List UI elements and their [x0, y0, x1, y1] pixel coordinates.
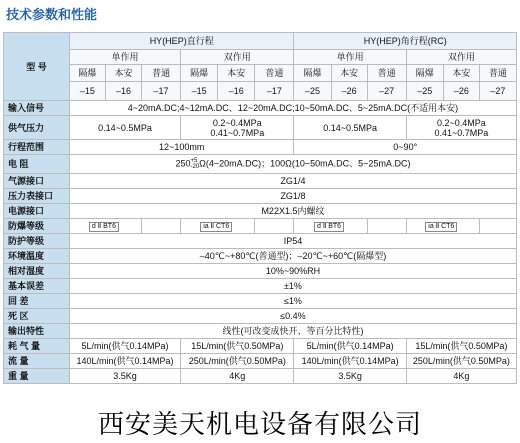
resistance-tolerance	[190, 158, 199, 170]
explosion-empty	[255, 219, 294, 234]
supply-double-straight-high: 0.41~0.7MPa	[210, 127, 265, 138]
explosion-empty	[142, 219, 181, 234]
type-cell: 本安	[105, 65, 141, 82]
supply-double-straight-low: 0.2~0.4MPa	[212, 117, 262, 128]
type-cell: 隔爆	[294, 65, 331, 82]
supply-double-angular	[406, 116, 516, 140]
explosion-ia-badge: ia Ⅱ CT6	[200, 222, 232, 232]
hysteresis-value: ≤1%	[69, 294, 516, 309]
explosion-ia-badge: ia Ⅱ CT6	[425, 222, 457, 232]
angular-travel-header: HY(HEP)角行程(RC)	[294, 33, 517, 50]
humidity-label: 相对湿度	[4, 264, 70, 279]
protection-label: 防护等级	[4, 234, 70, 249]
supply-pressure-label: 供气压力	[4, 116, 70, 140]
input-signal-label: 输入信号	[4, 101, 70, 116]
explosion-row	[4, 219, 517, 234]
output-label: 输出特性	[4, 324, 70, 339]
type-cell: 普通	[367, 65, 406, 82]
air-port-value: ZG1/4	[69, 174, 516, 189]
humidity-value: 10%~90%RH	[69, 264, 516, 279]
protection-row	[4, 234, 517, 249]
weight-value: 3.5Kg	[294, 369, 406, 384]
consumption-value: 15L/min(供气0.50MPa)	[406, 339, 516, 354]
type-cell: 普通	[255, 65, 294, 82]
type-cell: 隔爆	[406, 65, 443, 82]
weight-value: 4Kg	[181, 369, 294, 384]
basic-error-value: ±1%	[69, 279, 516, 294]
temperature-row	[4, 249, 517, 264]
header-row-codes	[4, 82, 517, 101]
type-cell: 隔爆	[69, 65, 105, 82]
consumption-value: 5L/min(供气0.14MPa)	[69, 339, 180, 354]
supply-single-straight: 0.14~0.5MPa	[69, 116, 180, 140]
type-cell: 普通	[142, 65, 181, 82]
single-acting-angular: 单作用	[294, 50, 406, 65]
gauge-port-row	[4, 189, 517, 204]
weight-value: 3.5Kg	[69, 369, 180, 384]
explosion-ia-angular	[406, 219, 479, 234]
supply-pressure-row	[4, 116, 517, 140]
flow-value: 140L/min(供气0.14MPa)	[294, 354, 406, 369]
resistance-tol-plus: +5	[190, 158, 198, 164]
explosion-d-badge: d Ⅱ BT6	[314, 222, 344, 232]
code-cell: –15	[69, 82, 105, 101]
consumption-value: 15L/min(供气0.50MPa)	[181, 339, 294, 354]
weight-row	[4, 369, 517, 384]
hysteresis-label: 回 差	[4, 294, 70, 309]
flow-value: 140L/min(供气0.14MPa)	[69, 354, 180, 369]
explosion-d-straight-single	[69, 219, 141, 234]
code-cell: –16	[105, 82, 141, 101]
resistance-row	[4, 155, 517, 174]
code-cell: –27	[367, 82, 406, 101]
code-cell: –26	[443, 82, 479, 101]
dead-zone-value: ≤0.4%	[69, 309, 516, 324]
type-cell: 隔爆	[181, 65, 218, 82]
code-cell: –15	[181, 82, 218, 101]
supply-double-straight	[181, 116, 294, 140]
humidity-row	[4, 264, 517, 279]
supply-single-angular: 0.14~0.5MPa	[294, 116, 406, 140]
power-port-value: M22X1.5内螺纹	[69, 204, 516, 219]
dead-zone-row	[4, 309, 517, 324]
consumption-row	[4, 339, 517, 354]
company-watermark: 西安美天机电设备有限公司	[97, 410, 422, 440]
resistance-label: 电 阻	[4, 155, 70, 174]
output-row	[4, 324, 517, 339]
model-label: 型 号	[4, 33, 70, 101]
flow-value: 250L/min(供气0.50MPa)	[406, 354, 516, 369]
explosion-d-angular	[294, 219, 367, 234]
section-title: 技术参数和性能	[6, 7, 98, 22]
stroke-label: 行程范围	[4, 140, 70, 155]
spec-table	[3, 32, 517, 384]
weight-label: 重 量	[4, 369, 70, 384]
basic-error-row	[4, 279, 517, 294]
stroke-row	[4, 140, 517, 155]
explosion-empty	[367, 219, 406, 234]
stroke-straight: 12~100mm	[69, 140, 294, 155]
gauge-port-label: 压力表接口	[4, 189, 70, 204]
resistance-prefix: 250	[175, 158, 191, 169]
flow-value: 250L/min(供气0.50MPa)	[181, 354, 294, 369]
hysteresis-row	[4, 294, 517, 309]
gauge-port-value: ZG1/8	[69, 189, 516, 204]
supply-double-angular-high: 0.41~0.7MPa	[434, 127, 489, 138]
double-acting-angular: 双作用	[406, 50, 516, 65]
stroke-angular: 0~90°	[294, 140, 517, 155]
header-row-types	[4, 65, 517, 82]
consumption-label: 耗 气 量	[4, 339, 70, 354]
single-acting-straight: 单作用	[69, 50, 180, 65]
header-row-2	[4, 50, 517, 65]
input-signal-value: 4~20mA.DC;4~12mA.DC、12~20mA.DC;10~50mA.DC、5~25mA.DC(不适用本安)	[69, 101, 516, 116]
resistance-text: Ω(4~20mA.DC)；100Ω(10~50mA.DC、5~25mA.DC)	[199, 158, 411, 169]
temperature-label: 环境温度	[4, 249, 70, 264]
code-cell: –17	[142, 82, 181, 101]
type-cell: 本安	[443, 65, 479, 82]
code-cell: –16	[218, 82, 255, 101]
consumption-value: 5L/min(供气0.14MPa)	[294, 339, 406, 354]
resistance-tol-minus: -20	[190, 164, 200, 170]
dead-zone-label: 死 区	[4, 309, 70, 324]
explosion-label: 防爆等级	[4, 219, 70, 234]
basic-error-label: 基本误差	[4, 279, 70, 294]
flow-row	[4, 354, 517, 369]
explosion-d-badge: d Ⅱ BT6	[89, 222, 119, 232]
air-port-label: 气源接口	[4, 174, 70, 189]
code-cell: –17	[255, 82, 294, 101]
type-cell: 本安	[218, 65, 255, 82]
straight-travel-header: HY(HEP)直行程	[69, 33, 294, 50]
resistance-value	[69, 155, 516, 174]
code-cell: –26	[331, 82, 367, 101]
code-cell: –25	[294, 82, 331, 101]
type-cell: 本安	[331, 65, 367, 82]
type-cell: 普通	[479, 65, 516, 82]
supply-double-angular-low: 0.2~0.4MPa	[436, 117, 486, 128]
double-acting-straight: 双作用	[181, 50, 294, 65]
air-port-row	[4, 174, 517, 189]
temperature-value: –40℃~+80℃(普通型)；–20℃~+60℃(隔爆型)	[69, 249, 516, 264]
power-port-label: 电源接口	[4, 204, 70, 219]
explosion-ia-straight	[181, 219, 255, 234]
header-row-1	[4, 33, 517, 50]
input-signal-row	[4, 101, 517, 116]
explosion-empty	[479, 219, 516, 234]
code-cell: –25	[406, 82, 443, 101]
protection-value: IP54	[69, 234, 516, 249]
output-value: 线性(可改变成快开、等百分比特性)	[69, 324, 516, 339]
weight-value: 4Kg	[406, 369, 516, 384]
code-cell: –27	[479, 82, 516, 101]
flow-label: 流 量	[4, 354, 70, 369]
power-port-row	[4, 204, 517, 219]
